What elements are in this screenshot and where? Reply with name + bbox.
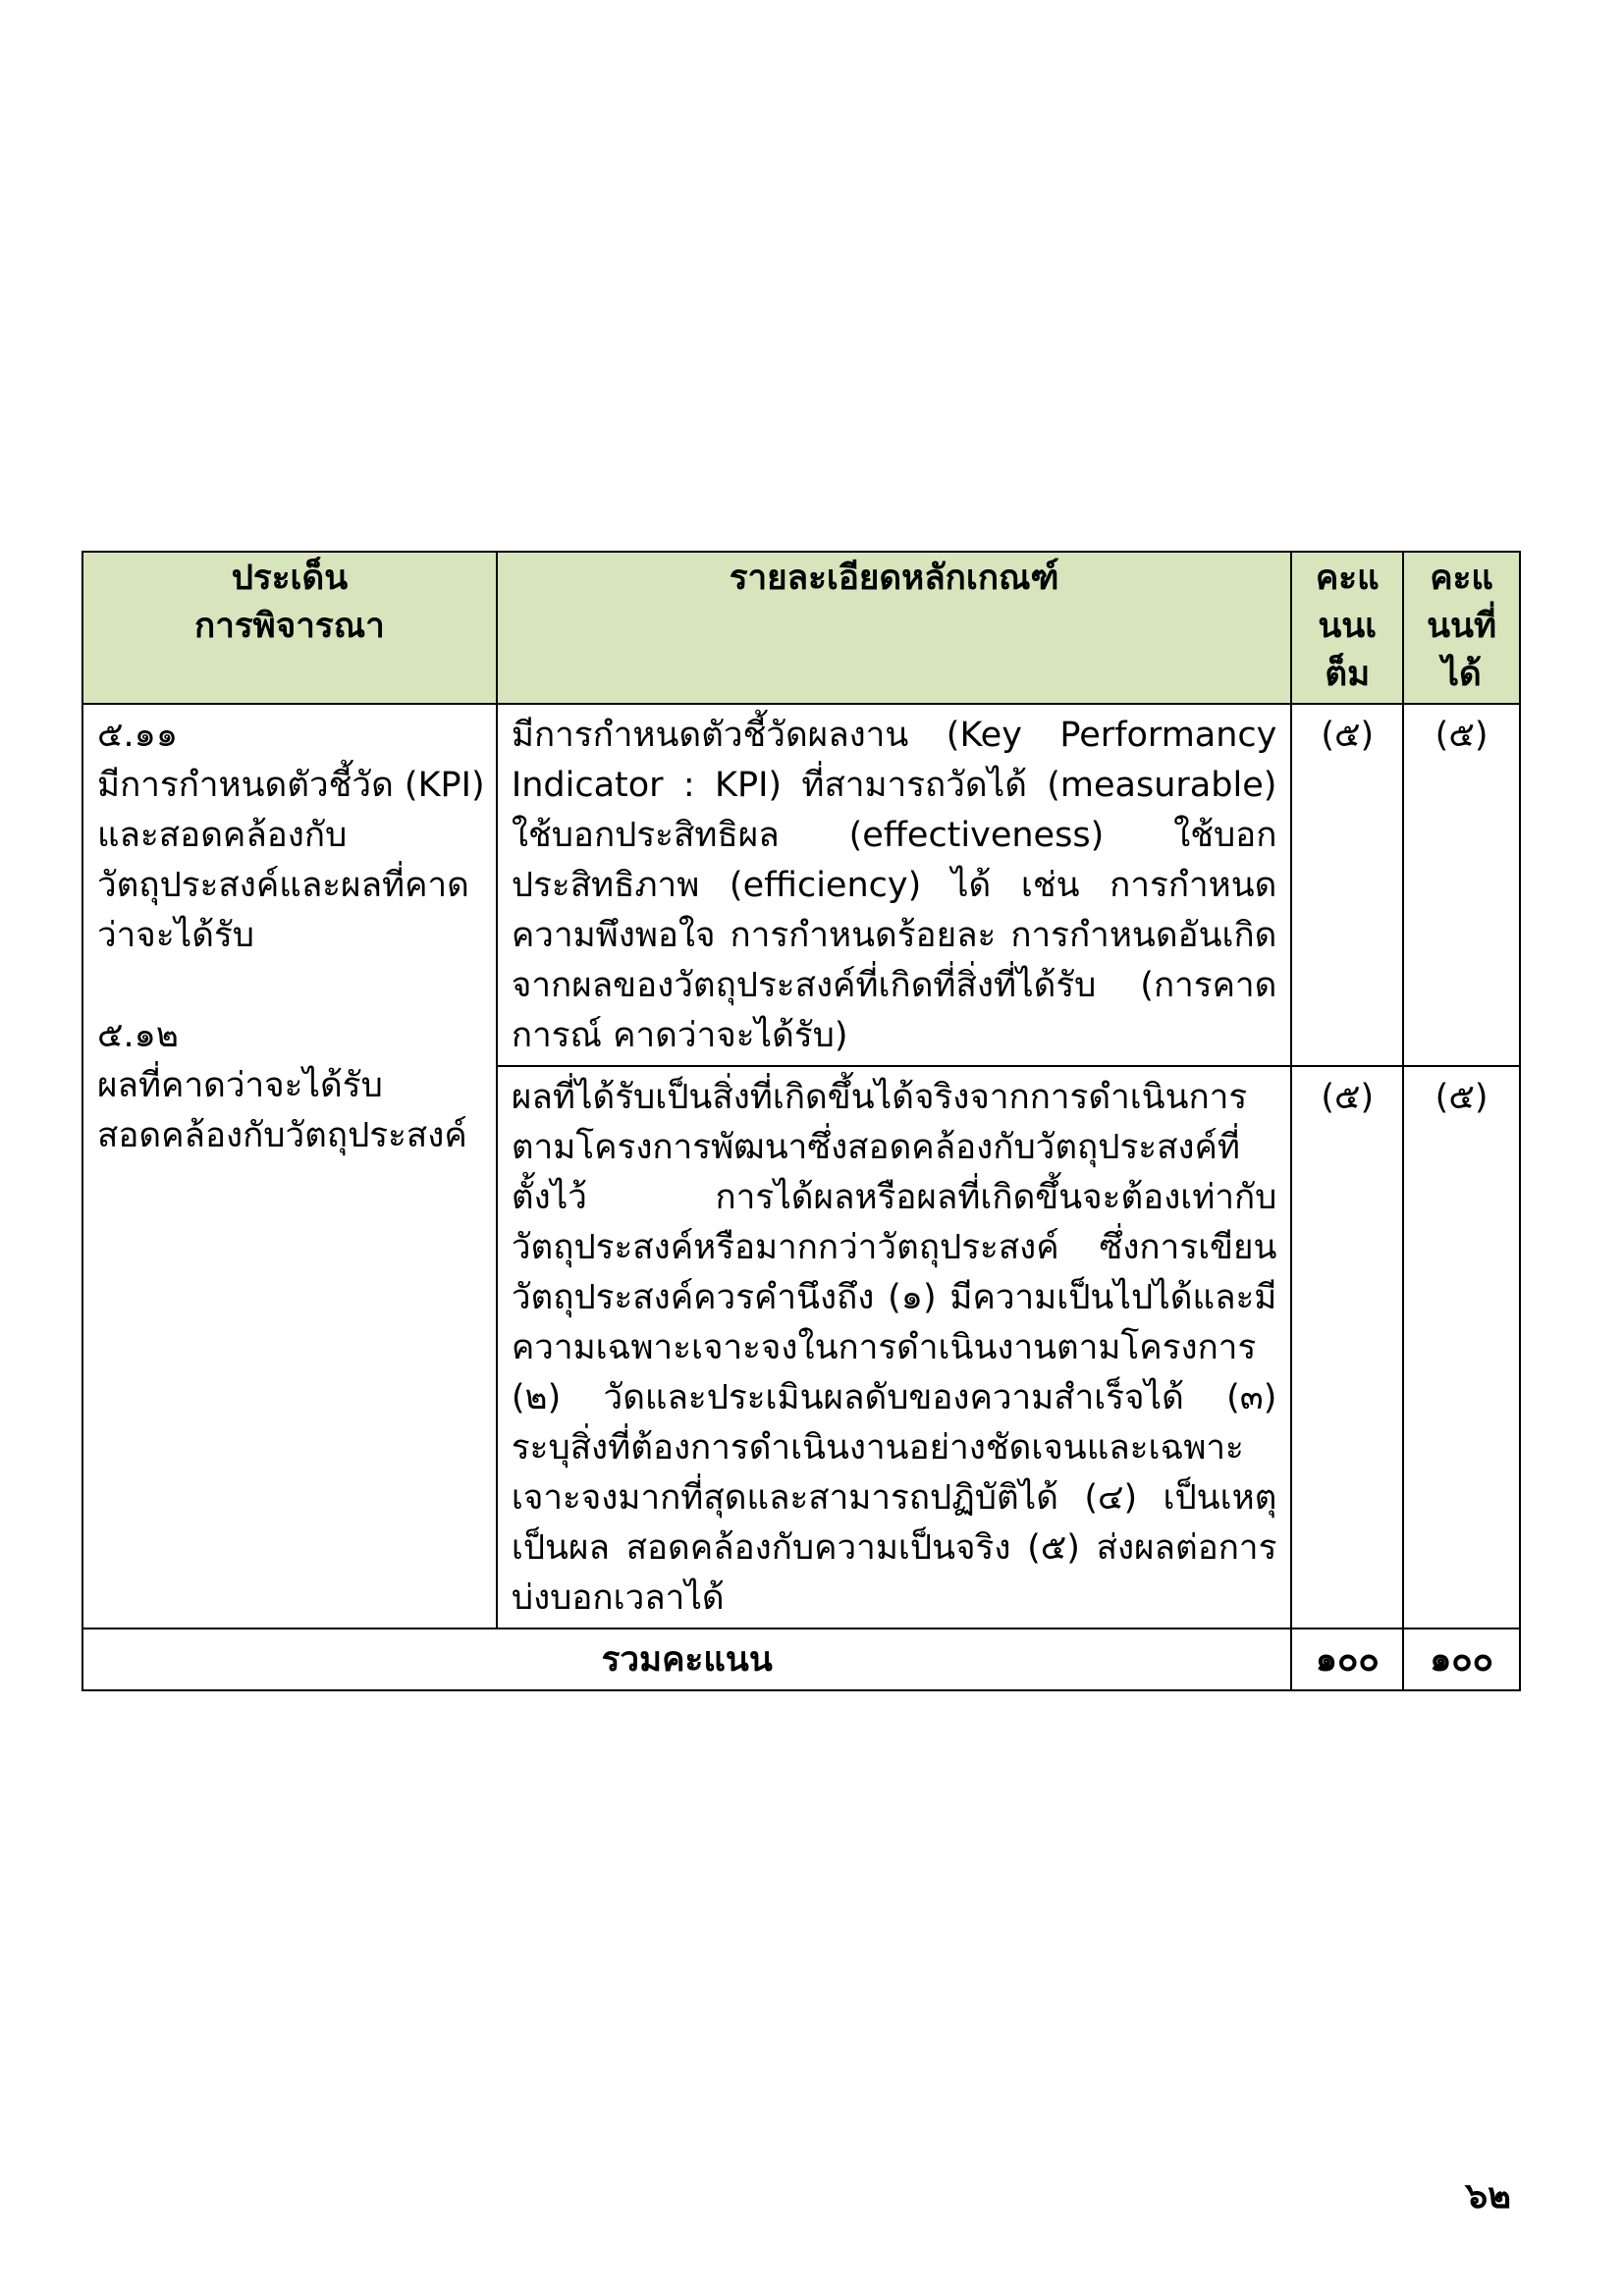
table-header-row <box>82 552 1520 704</box>
total-label: รวมคะแนน <box>82 1629 1291 1690</box>
full-score-cell: (๕) <box>1291 704 1403 1066</box>
total-full-score: ๑๐๐ <box>1291 1629 1403 1690</box>
issue-text: ผลที่คาดว่าจะได้รับสอดคล้องกับวัตถุประสงค์ <box>97 1066 467 1155</box>
header-full-score <box>1291 552 1403 704</box>
header-obtained-score-line-1: คะแ <box>1430 559 1493 598</box>
criteria-table <box>81 551 1521 1691</box>
header-obtained-score-line-2: นนที่ <box>1427 607 1497 646</box>
obtained-score-cell: (๕) <box>1403 704 1520 1066</box>
header-detail <box>497 552 1292 704</box>
header-obtained-score <box>1403 552 1520 704</box>
header-full-score-line-3: ต็ม <box>1325 655 1371 694</box>
page-number: ๖๒ <box>1465 2176 1511 2216</box>
issue-item <box>97 711 488 961</box>
header-detail-line-1: รายละเอียดหลักเกณฑ์ <box>729 559 1059 598</box>
obtained-score-cell: (๕) <box>1403 1066 1520 1629</box>
header-issue-line-2: การพิจารณา <box>194 607 385 646</box>
issue-text: มีการกำหนดตัวชี้วัด (KPI) และสอดคล้องกับวัตถุประสงค์และผลที่คาดว่าจะได้รับ <box>97 766 485 955</box>
header-full-score-line-1: คะแ <box>1315 559 1380 598</box>
issue-cell <box>82 704 497 1629</box>
header-obtained-score-line-3: ได้ <box>1441 655 1482 694</box>
issue-number: ๕.๑๒ <box>97 1016 179 1055</box>
total-row <box>82 1629 1520 1690</box>
issue-number: ๕.๑๑ <box>97 716 179 755</box>
detail-cell: ผลที่ได้รับเป็นสิ่งที่เกิดขึ้นได้จริงจากการดำเนินการตามโครงการพัฒนาซึ่งสอดคล้องกับวัตถุประสงค์ที่ตั้งไว้ การได้ผลหรือผลที่เกิดขึ้นจะต้องเท่ากับวัตถุประสงค์หรือมากกว่าวัตถุประสงค์ ซึ่งการเขียนวัตถุประสงค์ควรคำนึงถึง (๑) มีความเป็นไปได้และมีความเฉพาะเจาะจงในการดำเนินงานตามโครงการ (๒) วัดและประเมินผลดับของความสำเร็จได้ (๓) ระบุสิ่งที่ต้องการดำเนินงานอย่างชัดเจนและเฉพาะเจาะจงมากที่สุดและสามารถปฏิบัติได้ (๔) เป็นเหตุเป็นผล สอดคล้องกับความเป็นจริง (๕) ส่งผลต่อการบ่งบอกเวลาได้ <box>497 1066 1292 1629</box>
header-issue <box>82 552 497 704</box>
table-row <box>82 704 1520 1066</box>
issue-item <box>97 1011 488 1161</box>
detail-cell: มีการกำหนดตัวชี้วัดผลงาน (Key Performancy Indicator : KPI) ที่สามารถวัดได้ (measurable) ใช้บอกประสิทธิผล (effectiveness) ใช้บอกประสิทธิภาพ (efficiency) ได้ เช่น การกำหนดความพึงพอใจ การกำหนดร้อยละ การกำหนดอันเกิดจากผลของวัตถุประสงค์ที่เกิดที่สิ่งที่ได้รับ (การคาดการณ์ คาดว่าจะได้รับ) <box>497 704 1292 1066</box>
header-full-score-line-2: นนเ <box>1318 607 1378 646</box>
total-obtained-score: ๑๐๐ <box>1403 1629 1520 1690</box>
full-score-cell: (๕) <box>1291 1066 1403 1629</box>
header-issue-line-1: ประเด็น <box>231 559 349 598</box>
